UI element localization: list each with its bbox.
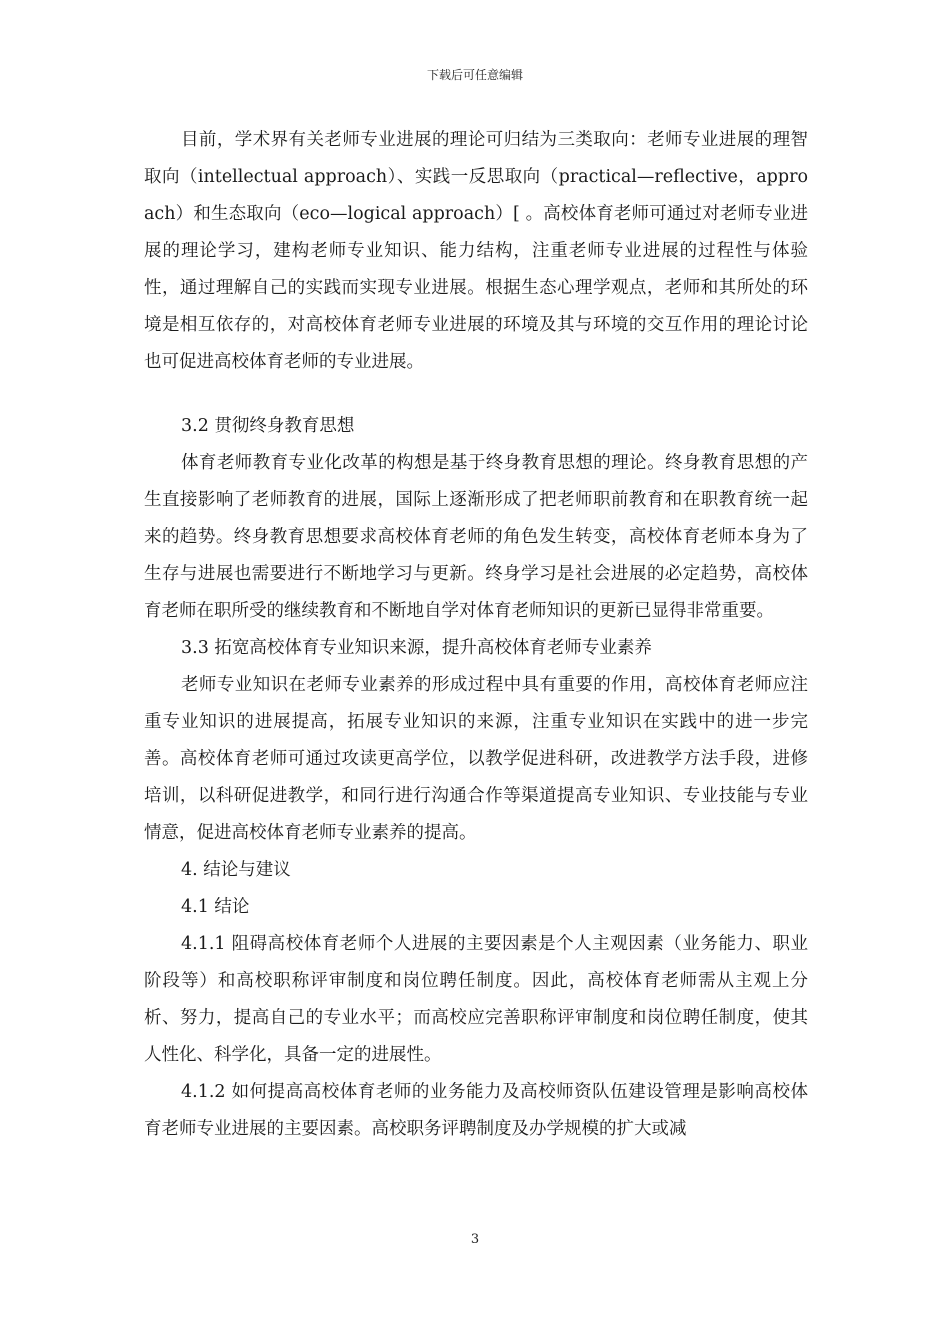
section-heading-3-2: 3.2 贯彻终身教育思想 xyxy=(181,416,355,436)
paragraph-lifelong-education: 体育老师教育专业化改革的构想是基于终身教育思想的理论。终身教育思想的产生直接影响了老师教育的进展，国际上逐渐形成了把老师职前教育和在职教育统一起来的趋势。终身教育思想要求高校体育老师的角色发生转变，高校体育老师本身为了生存与进展也需要进行不断地学习与更新。终身学习是社会进展的必定趋势，高校体育老师在职所受的继续教育和不断地自学对体育老师知识的更新已显得非常重要。 xyxy=(144,453,808,621)
paragraph-conclusion-4-1-1: 4.1.1 阻碍高校体育老师个人进展的主要因素是个人主观因素（业务能力、职业阶段等）和高校职称评审制度和岗位聘任制度。因此，高校体育老师需从主观上分析、努力，提高自己的专业水平；而高校应完善职称评审制度和岗位聘任制度，使其人性化、科学化，具备一定的进展性。 xyxy=(144,934,808,1065)
section-heading-4-1: 4.1 结论 xyxy=(181,897,250,917)
page-header: 下载后可任意编辑 xyxy=(426,68,523,82)
paragraph-theory: 目前，学术界有关老师专业进展的理论可归结为三类取向：老师专业进展的理智取向（intellectual approach）、实践一反思取向（practical—reflective，approach）和生态取向（eco—logical approach）[ 。高校体育老师可通过对老师专业进展的理论学习，建构老师专业知识、能力结构，注重老师专业进展的过程性与体验性，通过理解自己的实践而实现专业进展。根据生态心理学观点，老师和其所处的环境是相互依存的，对高校体育老师专业进展的环境及其与环境的交互作用的理论讨论也可促进高校体育老师的专业进展。 xyxy=(144,130,808,372)
section-heading-3-3: 3.3 拓宽高校体育专业知识来源，提升高校体育老师专业素养 xyxy=(181,638,652,658)
document-body xyxy=(144,122,808,1148)
section-heading-4: 4. 结论与建议 xyxy=(181,860,291,880)
page-number: 3 xyxy=(470,1232,480,1247)
paragraph-professional-knowledge: 老师专业知识在老师专业素养的形成过程中具有重要的作用，高校体育老师应注重专业知识的进展提高，拓展专业知识的来源，注重专业知识在实践中的进一步完善。高校体育老师可通过攻读更高学位，以教学促进科研，改进教学方法手段，进修培训，以科研促进教学，和同行进行沟通合作等渠道提高专业知识、专业技能与专业情意，促进高校体育老师专业素养的提高。 xyxy=(144,675,808,843)
paragraph-conclusion-4-1-2: 4.1.2 如何提高高校体育老师的业务能力及高校师资队伍建设管理是影响高校体育老师专业进展的主要因素。高校职务评聘制度及办学规模的扩大或减 xyxy=(144,1082,808,1139)
